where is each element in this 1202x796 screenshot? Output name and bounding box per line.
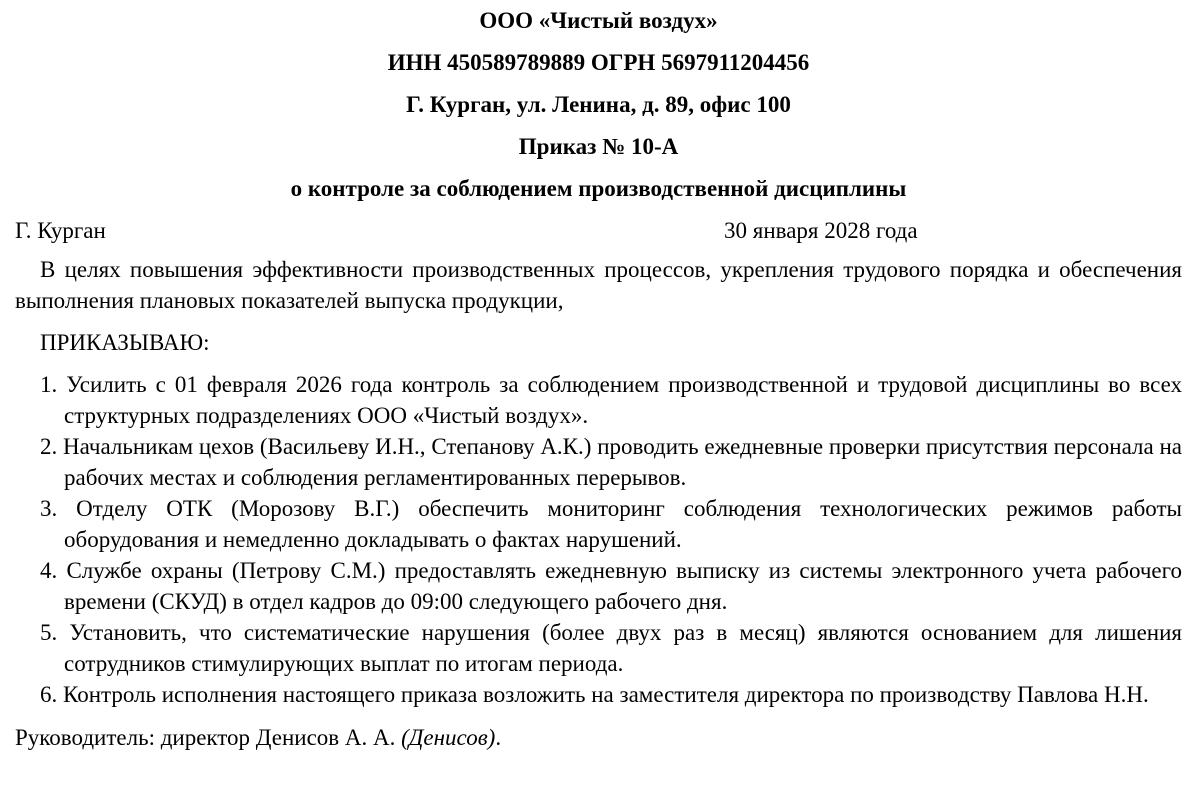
signature-name: (Денисов) xyxy=(401,725,496,750)
order-item xyxy=(15,555,1182,617)
item-number: 2. xyxy=(40,434,58,459)
item-text: Службе охраны (Петрову С.М.) предоставлять ежедневную выписку из системы электронного учета рабочего времени (СКУД) в отдел кадров до 09:00 следующего рабочего дня. xyxy=(64,558,1183,614)
item-text: Отделу ОТК (Морозову В.Г.) обеспечить мониторинг соблюдения технологических режимов работы оборудования и немедленно докладывать о фактах нарушений. xyxy=(64,496,1183,552)
item-number: 3. xyxy=(40,496,58,521)
item-text: Начальникам цехов (Васильеву И.Н., Степанову А.К.) проводить ежедневные проверки присутствия персонала на рабочих местах и соблюдения регламентированных перерывов. xyxy=(63,434,1182,490)
order-item xyxy=(15,369,1182,431)
item-text: Установить, что систематические нарушения (более двух раз в месяц) являются основанием для лишения сотрудников стимулирующих выплат по итогам периода. xyxy=(64,620,1182,676)
item-number: 5. xyxy=(40,620,58,645)
item-text: Усилить с 01 февраля 2026 года контроль за соблюдением производственной и трудовой дисциплины во всех структурных подразделениях ООО «Чистый воздух». xyxy=(64,372,1182,428)
order-subject: о контроле за соблюдением производственной дисциплины xyxy=(290,176,907,201)
item-number: 4. xyxy=(40,558,58,583)
company-name: ООО «Чистый воздух» xyxy=(479,8,718,33)
order-items-list xyxy=(15,369,1182,710)
order-number: Приказ № 10-А xyxy=(518,134,679,159)
signature-end: . xyxy=(495,725,502,750)
company-address: Г. Курган, ул. Ленина, д. 89, офис 100 xyxy=(406,92,791,117)
signatory: Руководитель: директор Денисов А. А. xyxy=(15,725,396,750)
order-item xyxy=(15,617,1182,679)
signature-line xyxy=(15,722,1182,753)
place-date-line xyxy=(15,210,1182,252)
item-text: Контроль исполнения настоящего приказа возложить на заместителя директора по производству Павлова Н.Н. xyxy=(63,682,1149,707)
item-number: 6. xyxy=(40,682,58,707)
order-item xyxy=(15,679,1182,710)
order-item xyxy=(15,431,1182,493)
order-directive-word: ПРИКАЗЫВАЮ: xyxy=(40,330,210,355)
order-city: Г. Курган xyxy=(15,218,106,243)
order-item xyxy=(15,493,1182,555)
preamble-paragraph: В целях повышения эффективности производственных процессов, укрепления трудового порядка и обеспечения выполнения плановых показателей выпуска продукции, xyxy=(15,257,1182,313)
company-requisites: ИНН 450589789889 ОГРН 5697911204456 xyxy=(387,50,810,75)
order-date: 30 января 2028 года xyxy=(724,218,918,243)
item-number: 1. xyxy=(40,372,58,397)
